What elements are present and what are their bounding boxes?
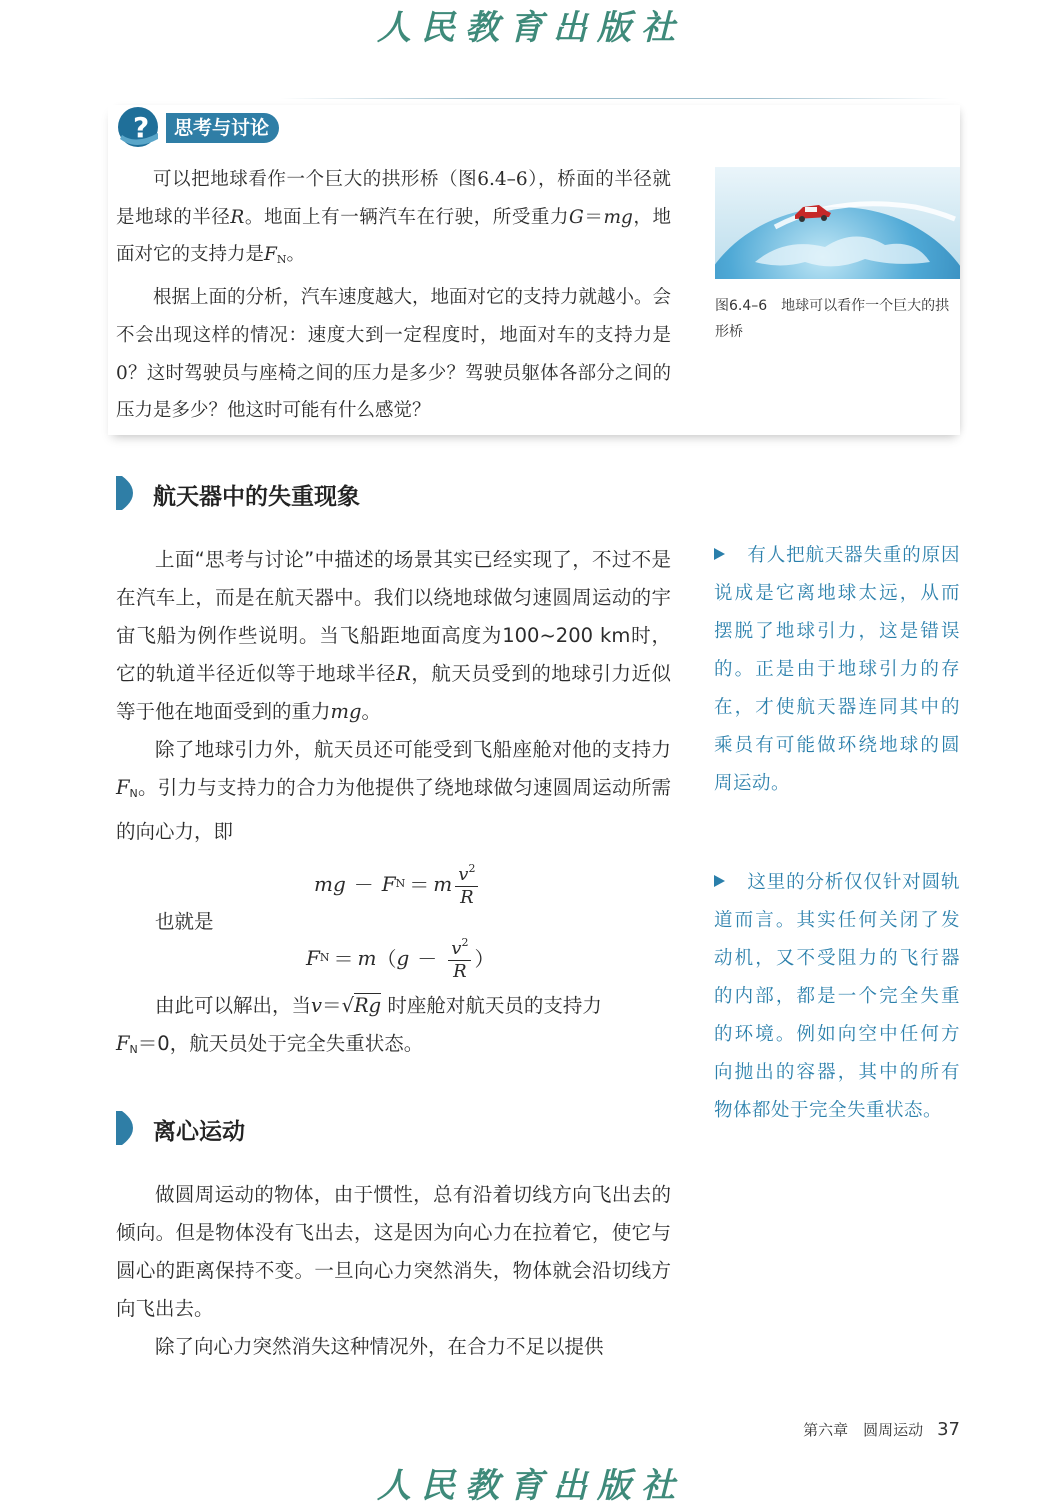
section-title: 航天器中的失重现象 bbox=[153, 484, 360, 510]
side-note-2: 这里的分析仅仅针对圆轨道而言。其实任何关闭了发动机，又不受阻力的飞行器的内部，都是一个完全失重的环境。例如向空中任何方向抛出的容器，其中的所有物体都处于完全失重状态。 bbox=[714, 872, 960, 1121]
section1-paragraph-3-cont: $F_N=0$，航天员处于完全失重状态。 bbox=[116, 1032, 424, 1056]
section-marker-icon bbox=[116, 1111, 133, 1145]
section1-conclusion bbox=[116, 987, 671, 1069]
section2-paragraph-1: 做圆周运动的物体，由于惯性，总有沿着切线方向飞出去的倾向。但是物体没有飞出去，这是因为向心力在拉着它，使它与圆心的距离保持不变。一旦向心力突然消失，物体就会沿切线方向飞出去。 bbox=[116, 1183, 671, 1320]
earth-arch-bridge-image bbox=[715, 167, 960, 279]
think-discuss-header bbox=[114, 105, 304, 149]
chapter-label: 第六章 圆周运动 bbox=[803, 1421, 924, 1439]
figure-caption: 图6.4–6 地球可以看作一个巨大的拱形桥 bbox=[715, 298, 950, 340]
triangle-bullet-icon bbox=[714, 548, 725, 560]
figure-6-4-6 bbox=[715, 167, 960, 345]
section-title: 离心运动 bbox=[153, 1119, 245, 1145]
think-paragraph-2: 根据上面的分析，汽车速度越大，地面对它的支持力就越小。会不会出现这样的情况：速度大到一定程度时，地面对车的支持力是0？这时驾驶员与座椅之间的压力是多少？驾驶员躯体各部分之间的压力是多少？他这时可能有什么感觉？ bbox=[116, 287, 672, 422]
page-footer bbox=[803, 1419, 960, 1440]
side-note-1: 有人把航天器失重的原因说成是它离地球太远，从而摆脱了地球引力，这是错误的。正是由于地球引力的存在，才使航天器连同其中的乘员有可能做环绕地球的圆周运动。 bbox=[714, 545, 960, 794]
section1-body bbox=[116, 541, 671, 851]
think-paragraph-1: 可以把地球看作一个巨大的拱形桥（图6.4–6），桥面的半径就是地球的半径R。地面上有一辆汽车在行驶，所受重力G＝mg，地面对它的支持力是$F_N$。 bbox=[116, 169, 671, 267]
triangle-bullet-icon bbox=[714, 875, 725, 887]
formula-support-force: F N ＝ m （ g － $\frac{v^2}{R}$ ） bbox=[306, 932, 494, 983]
formula-centripetal: m g － F N ＝ m $\frac{v^2}{R}$ bbox=[314, 858, 481, 909]
svg-text:?: ? bbox=[133, 111, 150, 144]
sqrt-symbol: √ bbox=[341, 994, 354, 1017]
section1-paragraph-3: 由此可以解出，当v＝√Rg 时座舱对航天员的支持力 bbox=[155, 994, 602, 1017]
think-discuss-box bbox=[108, 105, 960, 435]
page-number: 37 bbox=[937, 1419, 960, 1440]
publisher-header: 人民教育出版社 bbox=[377, 8, 685, 48]
think-discuss-text bbox=[116, 161, 671, 430]
section1-paragraph-2: 除了地球引力外，航天员还可能受到飞船座舱对他的支持力$F_N$。引力与支持力的合力为他提供了绕地球做匀速圆周运动所需的向心力，即 bbox=[116, 738, 671, 843]
section2-body bbox=[116, 1176, 671, 1366]
publisher-footer: 人民教育出版社 bbox=[377, 1466, 685, 1506]
top-rule bbox=[280, 98, 950, 99]
also-text: 也就是 bbox=[155, 910, 214, 933]
section2-paragraph-2: 除了向心力突然消失这种情况外，在合力不足以提供 bbox=[155, 1335, 604, 1358]
section-marker-icon bbox=[116, 476, 133, 510]
section1-paragraph-1: 上面“思考与讨论”中描述的场景其实已经实现了，不过不是在汽车上，而是在航天器中。我们以绕地球做匀速圆周运动的宇宙飞船为例作些说明。当飞船距地面高度为100~200 km时，它的轨道半径近似等于地球半径R，航天员受到的地球引力近似等于他在地面受到的重力mg。 bbox=[116, 548, 671, 723]
think-discuss-title: 思考与讨论 bbox=[166, 113, 279, 143]
earth-globe-illustration bbox=[715, 167, 960, 279]
